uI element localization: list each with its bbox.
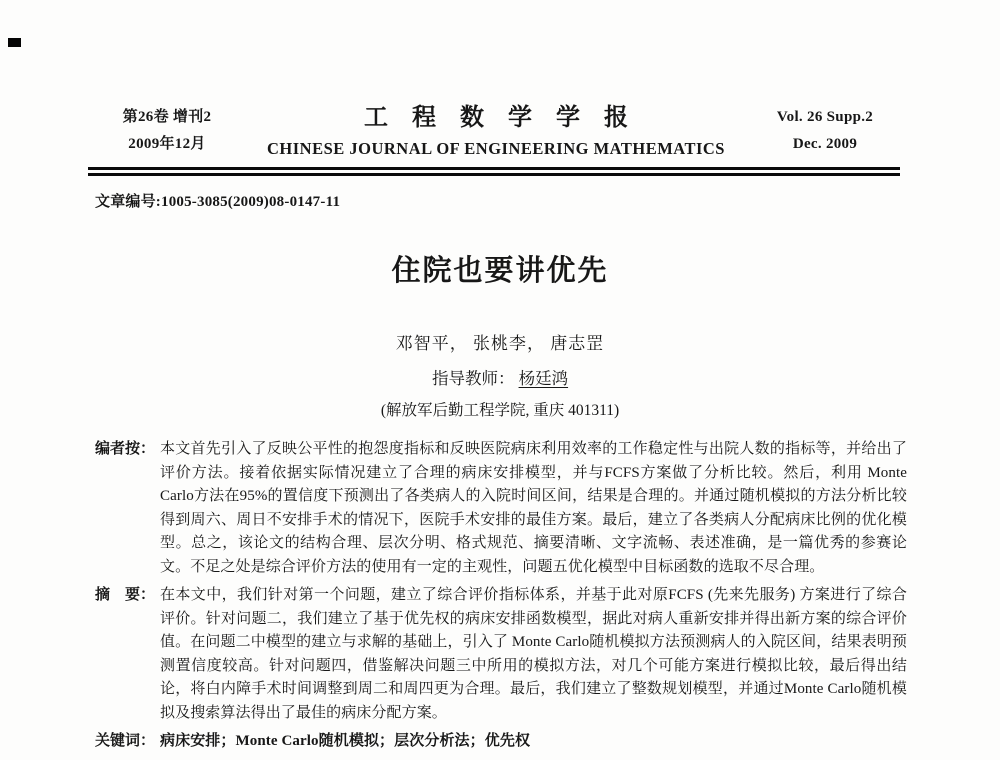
editor-note-text: 本文首先引入了反映公平性的抱怨度指标和反映医院病床利用效率的工作稳定性与出院人数的指标等，并给出了评价方法。接着依据实际情况建立了合理的病床安排模型，并与FCFS方案做了分析比较。然后，利用 Monte Carlo方法在95%的置信度下预测出了各类病人的入院时间区间，结果是合理的。并通过随机模拟的方法分析比较得到周六、周日不安排手术的情况下，医院手术安排的最佳方案。最后，建立了各类病人分配病床比例的优化模型。总之，该论文的结构合理、层次分明、格式规范、摘要清晰、文字流畅、表述准确，是一篇优秀的参赛论文。不足之处是综合评价方法的使用有一定的主观性，问题五优化模型中目标函数的选取不尽合理。 [160, 441, 907, 575]
abstract-text: 在本文中，我们针对第一个问题，建立了综合评价指标体系，并基于此对原FCFS (先来先服务) 方案进行了综合评价。针对问题二，我们建立了基于优先权的病床安排函数模型，据此对病人重新安排并得出新方案的综合评价值。在问题二中模型的建立与求解的基础上，引入了 Monte Carlo随机模拟方法预测病人的入院区间，结果表明预测置信度较高。针对问题四，借鉴解决问题三中所用的模拟方法，对几个可能方案进行模拟比较，最后得出结论，将白内障手术时间调整到周二和周四更为合理。最后，我们建立了整数规划模型，并通过Monte Carlo随机模拟及搜索算法得出了最佳的病床分配方案。 [160, 587, 907, 721]
header-date-en: Dec. 2009 [792, 136, 858, 152]
keywords-label: 关键词： [95, 733, 156, 749]
affiliation-line: (解放军后勤工程学院, 重庆 401311) [380, 402, 620, 419]
editor-note-section [95, 438, 907, 579]
advisor-label: 指导教师： [431, 369, 519, 388]
authors-line: 邓智平， 张桃李， 唐志罡 [395, 334, 605, 353]
scan-artifact-square [8, 38, 21, 47]
front-matter-sections [95, 438, 907, 754]
journal-title-en: CHINESE JOURNAL OF ENGINEERING MATHEMATICS [266, 139, 725, 158]
header-volume-en-block [750, 104, 900, 158]
header-rule-bottom [88, 173, 900, 176]
header-date-cn: 2009年12月 [128, 136, 206, 152]
abstract-section [95, 584, 907, 725]
advisor-name: 杨廷鸿 [518, 369, 569, 388]
keywords-text: 病床安排；Monte Carlo随机模拟；层次分析法；优先权 [160, 733, 531, 749]
journal-title-block [242, 104, 750, 159]
paper-title: 住院也要讲优先 [391, 255, 609, 287]
abstract-label: 摘 要： [95, 587, 156, 603]
header-volume-cn: 第26卷 增刊2 [122, 109, 212, 125]
header-rule-top [88, 167, 900, 170]
keywords-section [95, 730, 907, 754]
advisor-line [0, 365, 1000, 389]
journal-title-cn: 工 程 数 学 学 报 [364, 105, 628, 131]
header-volume-block [92, 104, 242, 158]
journal-header [92, 104, 900, 159]
article-number: 文章编号:1005-3085(2009)08-0147-11 [95, 194, 341, 210]
header-volume-en: Vol. 26 Supp.2 [776, 109, 874, 125]
editor-note-label: 编者按： [95, 441, 156, 457]
